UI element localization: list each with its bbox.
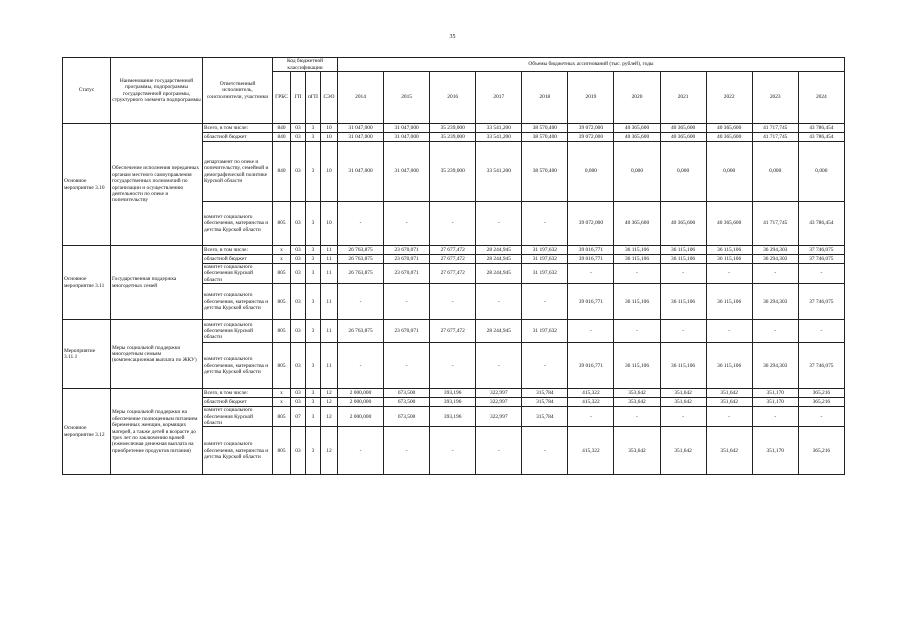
header-volumes: Объемы бюджетных ассигнований (тыс. рублей), годы bbox=[338, 58, 845, 72]
value-cell: - bbox=[384, 427, 430, 475]
pgp-cell: 3 bbox=[306, 142, 321, 202]
value-cell: - bbox=[476, 427, 522, 475]
value-cell: 27 677,472 bbox=[430, 264, 476, 284]
value-cell: 322,997 bbox=[476, 398, 522, 407]
header-year: 2018 bbox=[522, 72, 568, 124]
gp-cell: 03 bbox=[291, 389, 306, 398]
value-cell: 40 365,600 bbox=[614, 124, 660, 133]
status-cell: Основное мероприятие 3.11 bbox=[63, 246, 111, 320]
gp-cell: 03 bbox=[291, 343, 306, 389]
status-cell: Основное мероприятие 3.10 bbox=[63, 124, 111, 246]
value-cell: - bbox=[338, 427, 384, 475]
oem-cell: 11 bbox=[321, 320, 338, 343]
value-cell: - bbox=[614, 407, 660, 427]
value-cell: 36 115,106 bbox=[660, 246, 706, 255]
gp-cell: 03 bbox=[291, 142, 306, 202]
grbs-cell: 805 bbox=[273, 407, 291, 427]
header-year: 2017 bbox=[476, 72, 522, 124]
value-cell: - bbox=[798, 320, 844, 343]
value-cell: 28 244,945 bbox=[476, 264, 522, 284]
value-cell: 36 115,106 bbox=[614, 343, 660, 389]
executor-cell: областной бюджет bbox=[203, 133, 273, 142]
gp-cell: 07 bbox=[291, 407, 306, 427]
value-cell: 38 570,400 bbox=[522, 124, 568, 133]
value-cell: 40 365,600 bbox=[614, 133, 660, 142]
header-oem: СЭО bbox=[321, 72, 338, 124]
value-cell: 31 047,000 bbox=[384, 133, 430, 142]
value-cell: 36 115,106 bbox=[614, 284, 660, 320]
table-row bbox=[63, 124, 845, 133]
pgp-cell: 3 bbox=[306, 343, 321, 389]
value-cell: 2 000,000 bbox=[338, 407, 384, 427]
executor-cell: комитет социального обеспечения Курской области bbox=[203, 320, 273, 343]
oem-cell: 11 bbox=[321, 264, 338, 284]
value-cell: 0,000 bbox=[614, 142, 660, 202]
value-cell: - bbox=[660, 320, 706, 343]
value-cell: 39 016,771 bbox=[568, 255, 614, 264]
value-cell: 31 047,000 bbox=[384, 124, 430, 133]
value-cell: 36 115,106 bbox=[706, 246, 752, 255]
value-cell: 39 072,000 bbox=[568, 133, 614, 142]
pgp-cell: 3 bbox=[306, 427, 321, 475]
value-cell: 673,500 bbox=[384, 389, 430, 398]
value-cell: - bbox=[476, 202, 522, 246]
value-cell: - bbox=[476, 284, 522, 320]
executor-cell: комитет социального обеспечения, материнства и детства Курской области bbox=[203, 202, 273, 246]
value-cell: 23 670,071 bbox=[384, 264, 430, 284]
value-cell: 38 570,400 bbox=[522, 133, 568, 142]
value-cell: 351,642 bbox=[706, 389, 752, 398]
value-cell: 41 717,745 bbox=[752, 124, 798, 133]
value-cell: 33 541,200 bbox=[476, 133, 522, 142]
oem-cell: 10 bbox=[321, 142, 338, 202]
header-year: 2019 bbox=[568, 72, 614, 124]
grbs-cell: x bbox=[273, 389, 291, 398]
table-row bbox=[63, 389, 845, 398]
value-cell: 36 115,106 bbox=[660, 255, 706, 264]
value-cell: 35 239,000 bbox=[430, 133, 476, 142]
value-cell: 40 365,600 bbox=[660, 124, 706, 133]
value-cell: - bbox=[430, 284, 476, 320]
value-cell: 351,642 bbox=[660, 398, 706, 407]
grbs-cell: 805 bbox=[273, 427, 291, 475]
value-cell: 673,500 bbox=[384, 407, 430, 427]
value-cell: 23 670,071 bbox=[384, 320, 430, 343]
value-cell: 415,322 bbox=[568, 389, 614, 398]
value-cell: 36 115,106 bbox=[614, 246, 660, 255]
value-cell: 365,216 bbox=[798, 427, 844, 475]
value-cell: 353,642 bbox=[614, 398, 660, 407]
table-row bbox=[63, 320, 845, 343]
budget-table bbox=[62, 57, 845, 475]
value-cell: 353,642 bbox=[614, 389, 660, 398]
pgp-cell: 3 bbox=[306, 407, 321, 427]
value-cell: 23 670,071 bbox=[384, 255, 430, 264]
value-cell: 31 197,632 bbox=[522, 264, 568, 284]
value-cell: 351,170 bbox=[752, 427, 798, 475]
value-cell: 365,216 bbox=[798, 389, 844, 398]
header-budget-code: Код бюджетной классификации bbox=[273, 58, 338, 72]
value-cell: 31 197,632 bbox=[522, 255, 568, 264]
grbs-cell: x bbox=[273, 255, 291, 264]
oem-cell: 12 bbox=[321, 389, 338, 398]
value-cell: 322,997 bbox=[476, 389, 522, 398]
header-year: 2023 bbox=[752, 72, 798, 124]
value-cell: - bbox=[568, 320, 614, 343]
value-cell: 0,000 bbox=[798, 142, 844, 202]
value-cell: 40 365,600 bbox=[660, 133, 706, 142]
value-cell: - bbox=[384, 284, 430, 320]
value-cell: 38 570,400 bbox=[522, 142, 568, 202]
pgp-cell: 3 bbox=[306, 255, 321, 264]
value-cell: 40 365,600 bbox=[706, 124, 752, 133]
value-cell: 351,642 bbox=[660, 389, 706, 398]
value-cell: 39 072,000 bbox=[568, 124, 614, 133]
value-cell: 40 365,600 bbox=[706, 202, 752, 246]
gp-cell: 03 bbox=[291, 320, 306, 343]
value-cell: 39 016,771 bbox=[568, 246, 614, 255]
status-cell: Основное мероприятие 3.12 bbox=[63, 389, 111, 475]
value-cell: 39 016,771 bbox=[568, 343, 614, 389]
header-grbs: ГРБС bbox=[273, 72, 291, 124]
pgp-cell: 3 bbox=[306, 124, 321, 133]
grbs-cell: 840 bbox=[273, 142, 291, 202]
value-cell: 2 000,000 bbox=[338, 389, 384, 398]
value-cell: - bbox=[706, 320, 752, 343]
table-body bbox=[63, 124, 845, 475]
grbs-cell: 805 bbox=[273, 343, 291, 389]
value-cell: 39 016,771 bbox=[568, 284, 614, 320]
grbs-cell: 805 bbox=[273, 264, 291, 284]
value-cell: 31 047,000 bbox=[338, 133, 384, 142]
value-cell: 322,997 bbox=[476, 407, 522, 427]
value-cell: 36 294,303 bbox=[752, 255, 798, 264]
gp-cell: 03 bbox=[291, 246, 306, 255]
oem-cell: 12 bbox=[321, 427, 338, 475]
value-cell: - bbox=[476, 343, 522, 389]
executor-cell: Всего, в том числе: bbox=[203, 389, 273, 398]
value-cell: 28 244,945 bbox=[476, 255, 522, 264]
gp-cell: 03 bbox=[291, 284, 306, 320]
executor-cell: комитет социального обеспечения, материнства и детства Курской области bbox=[203, 343, 273, 389]
value-cell: 37 746,075 bbox=[798, 246, 844, 255]
value-cell: 0,000 bbox=[568, 142, 614, 202]
gp-cell: 03 bbox=[291, 255, 306, 264]
value-cell: 353,642 bbox=[614, 427, 660, 475]
value-cell: 27 677,472 bbox=[430, 320, 476, 343]
value-cell: 2 000,000 bbox=[338, 398, 384, 407]
value-cell: - bbox=[568, 407, 614, 427]
value-cell: 27 677,472 bbox=[430, 255, 476, 264]
value-cell: 37 746,075 bbox=[798, 255, 844, 264]
value-cell: 315,784 bbox=[522, 389, 568, 398]
value-cell: 36 115,106 bbox=[706, 255, 752, 264]
value-cell: 36 115,106 bbox=[614, 255, 660, 264]
value-cell: 35 239,000 bbox=[430, 142, 476, 202]
value-cell: 43 786,454 bbox=[798, 133, 844, 142]
header-year: 2020 bbox=[614, 72, 660, 124]
value-cell: - bbox=[614, 320, 660, 343]
table-row bbox=[63, 246, 845, 255]
grbs-cell: x bbox=[273, 246, 291, 255]
value-cell: 36 294,303 bbox=[752, 246, 798, 255]
oem-cell: 11 bbox=[321, 343, 338, 389]
value-cell: 415,322 bbox=[568, 398, 614, 407]
value-cell: - bbox=[522, 284, 568, 320]
value-cell: 26 763,875 bbox=[338, 320, 384, 343]
value-cell: - bbox=[706, 264, 752, 284]
header-year: 2021 bbox=[660, 72, 706, 124]
value-cell: 351,642 bbox=[660, 427, 706, 475]
pgp-cell: 3 bbox=[306, 320, 321, 343]
value-cell: - bbox=[522, 343, 568, 389]
value-cell: - bbox=[522, 202, 568, 246]
value-cell: 31 197,632 bbox=[522, 246, 568, 255]
value-cell: 0,000 bbox=[706, 142, 752, 202]
value-cell: 315,784 bbox=[522, 407, 568, 427]
value-cell: - bbox=[660, 264, 706, 284]
oem-cell: 10 bbox=[321, 202, 338, 246]
grbs-cell: 840 bbox=[273, 124, 291, 133]
value-cell: 43 786,454 bbox=[798, 202, 844, 246]
value-cell: - bbox=[752, 407, 798, 427]
name-cell: Меры социальной поддержки многодетным семьям (компенсационная выплата по ЖКУ) bbox=[111, 320, 203, 389]
gp-cell: 03 bbox=[291, 133, 306, 142]
value-cell: 351,170 bbox=[752, 389, 798, 398]
value-cell: 31 197,632 bbox=[522, 320, 568, 343]
oem-cell: 10 bbox=[321, 124, 338, 133]
gp-cell: 03 bbox=[291, 398, 306, 407]
value-cell: 26 763,875 bbox=[338, 255, 384, 264]
value-cell: 351,642 bbox=[706, 398, 752, 407]
value-cell: 393,196 bbox=[430, 407, 476, 427]
executor-cell: комитет социального обеспечения, материнства и детства Курской области bbox=[203, 284, 273, 320]
grbs-cell: x bbox=[273, 398, 291, 407]
oem-cell: 11 bbox=[321, 284, 338, 320]
executor-cell: Всего, в том числе: bbox=[203, 246, 273, 255]
value-cell: 31 047,000 bbox=[338, 124, 384, 133]
value-cell: - bbox=[752, 264, 798, 284]
value-cell: 673,500 bbox=[384, 398, 430, 407]
grbs-cell: 805 bbox=[273, 284, 291, 320]
executor-cell: комитет социального обеспечения Курской области bbox=[203, 264, 273, 284]
value-cell: - bbox=[384, 202, 430, 246]
oem-cell: 12 bbox=[321, 398, 338, 407]
value-cell: - bbox=[568, 264, 614, 284]
value-cell: 393,196 bbox=[430, 389, 476, 398]
value-cell: - bbox=[614, 264, 660, 284]
gp-cell: 03 bbox=[291, 202, 306, 246]
value-cell: 315,784 bbox=[522, 398, 568, 407]
header-year: 2014 bbox=[338, 72, 384, 124]
pgp-cell: 3 bbox=[306, 264, 321, 284]
value-cell: 0,000 bbox=[752, 142, 798, 202]
value-cell: 36 115,106 bbox=[660, 343, 706, 389]
value-cell: 351,642 bbox=[706, 427, 752, 475]
value-cell: - bbox=[798, 264, 844, 284]
value-cell: - bbox=[338, 202, 384, 246]
gp-cell: 03 bbox=[291, 124, 306, 133]
value-cell: 37 746,075 bbox=[798, 284, 844, 320]
pgp-cell: 3 bbox=[306, 202, 321, 246]
pgp-cell: 3 bbox=[306, 389, 321, 398]
value-cell: 40 365,600 bbox=[660, 202, 706, 246]
value-cell: 31 047,000 bbox=[384, 142, 430, 202]
value-cell: - bbox=[660, 407, 706, 427]
value-cell: 36 115,106 bbox=[706, 284, 752, 320]
value-cell: 26 763,875 bbox=[338, 246, 384, 255]
value-cell: - bbox=[430, 343, 476, 389]
value-cell: 36 294,303 bbox=[752, 284, 798, 320]
value-cell: 415,322 bbox=[568, 427, 614, 475]
value-cell: - bbox=[522, 427, 568, 475]
executor-cell: областной бюджет bbox=[203, 398, 273, 407]
value-cell: - bbox=[384, 343, 430, 389]
value-cell: 43 786,454 bbox=[798, 124, 844, 133]
header-year: 2024 bbox=[798, 72, 844, 124]
oem-cell: 10 bbox=[321, 133, 338, 142]
header-year: 2016 bbox=[430, 72, 476, 124]
value-cell: 0,000 bbox=[660, 142, 706, 202]
page-number: 35 bbox=[449, 34, 456, 40]
value-cell: 36 115,106 bbox=[706, 343, 752, 389]
value-cell: - bbox=[430, 202, 476, 246]
pgp-cell: 3 bbox=[306, 133, 321, 142]
name-cell: Обеспечение исполнения переданных органам местного самоуправления государственных полномочий по организации и осуществлению деятельности по опеке и попечительству bbox=[111, 124, 203, 246]
header-pgp: пГП bbox=[306, 72, 321, 124]
oem-cell: 11 bbox=[321, 246, 338, 255]
value-cell: 26 763,875 bbox=[338, 264, 384, 284]
value-cell: 31 047,000 bbox=[338, 142, 384, 202]
executor-cell: областной бюджет bbox=[203, 255, 273, 264]
oem-cell: 11 bbox=[321, 255, 338, 264]
value-cell: - bbox=[338, 284, 384, 320]
value-cell: - bbox=[430, 427, 476, 475]
gp-cell: 03 bbox=[291, 264, 306, 284]
value-cell: 40 365,600 bbox=[706, 133, 752, 142]
value-cell: 28 244,945 bbox=[476, 320, 522, 343]
value-cell: 27 677,472 bbox=[430, 246, 476, 255]
header-name: Наименование государственной программы, подпрограммы государственной программы, структурного элемента подпрограммы bbox=[111, 58, 203, 124]
value-cell: 33 541,200 bbox=[476, 124, 522, 133]
status-cell: Мероприятие 3.11.1 bbox=[63, 320, 111, 389]
value-cell: 28 244,945 bbox=[476, 246, 522, 255]
value-cell: 39 072,000 bbox=[568, 202, 614, 246]
name-cell: Меры социальной поддержки на обеспечение полноценным питанием беременных женщин, кормящих матерей, а также детей в возрасте до трех лет по заключению врачей (ежемесячная денежная выплата на приобретение продуктов питания) bbox=[111, 389, 203, 475]
value-cell: 351,170 bbox=[752, 398, 798, 407]
value-cell: 41 717,745 bbox=[752, 133, 798, 142]
grbs-cell: 805 bbox=[273, 202, 291, 246]
executor-cell: Всего, в том числе: bbox=[203, 124, 273, 133]
header-year: 2015 bbox=[384, 72, 430, 124]
value-cell: 23 670,071 bbox=[384, 246, 430, 255]
value-cell: 40 365,600 bbox=[614, 202, 660, 246]
grbs-cell: 805 bbox=[273, 320, 291, 343]
executor-cell: департамент по опеке и попечительству, семейной и демографической политике Курской области bbox=[203, 142, 273, 202]
header-status: Статус bbox=[63, 58, 111, 124]
value-cell: 35 239,000 bbox=[430, 124, 476, 133]
value-cell: 41 717,745 bbox=[752, 202, 798, 246]
value-cell: - bbox=[752, 320, 798, 343]
value-cell: 36 115,106 bbox=[660, 284, 706, 320]
grbs-cell: 840 bbox=[273, 133, 291, 142]
value-cell: 365,216 bbox=[798, 398, 844, 407]
header-executor: Ответственный исполнитель, соисполнители, участники bbox=[203, 58, 273, 124]
pgp-cell: 3 bbox=[306, 246, 321, 255]
header-gp: ГП bbox=[291, 72, 306, 124]
value-cell: 37 746,075 bbox=[798, 343, 844, 389]
gp-cell: 03 bbox=[291, 427, 306, 475]
value-cell: - bbox=[706, 407, 752, 427]
value-cell: 393,196 bbox=[430, 398, 476, 407]
oem-cell: 12 bbox=[321, 407, 338, 427]
value-cell: 33 541,200 bbox=[476, 142, 522, 202]
header-year: 2022 bbox=[706, 72, 752, 124]
pgp-cell: 3 bbox=[306, 398, 321, 407]
pgp-cell: 3 bbox=[306, 284, 321, 320]
value-cell: - bbox=[338, 343, 384, 389]
value-cell: 36 294,303 bbox=[752, 343, 798, 389]
executor-cell: комитет социального обеспечения Курской области bbox=[203, 407, 273, 427]
name-cell: Государственная поддержка многодетных семей bbox=[111, 246, 203, 320]
executor-cell: комитет социального обеспечения, материнства и детства Курской области bbox=[203, 427, 273, 475]
value-cell: - bbox=[798, 407, 844, 427]
